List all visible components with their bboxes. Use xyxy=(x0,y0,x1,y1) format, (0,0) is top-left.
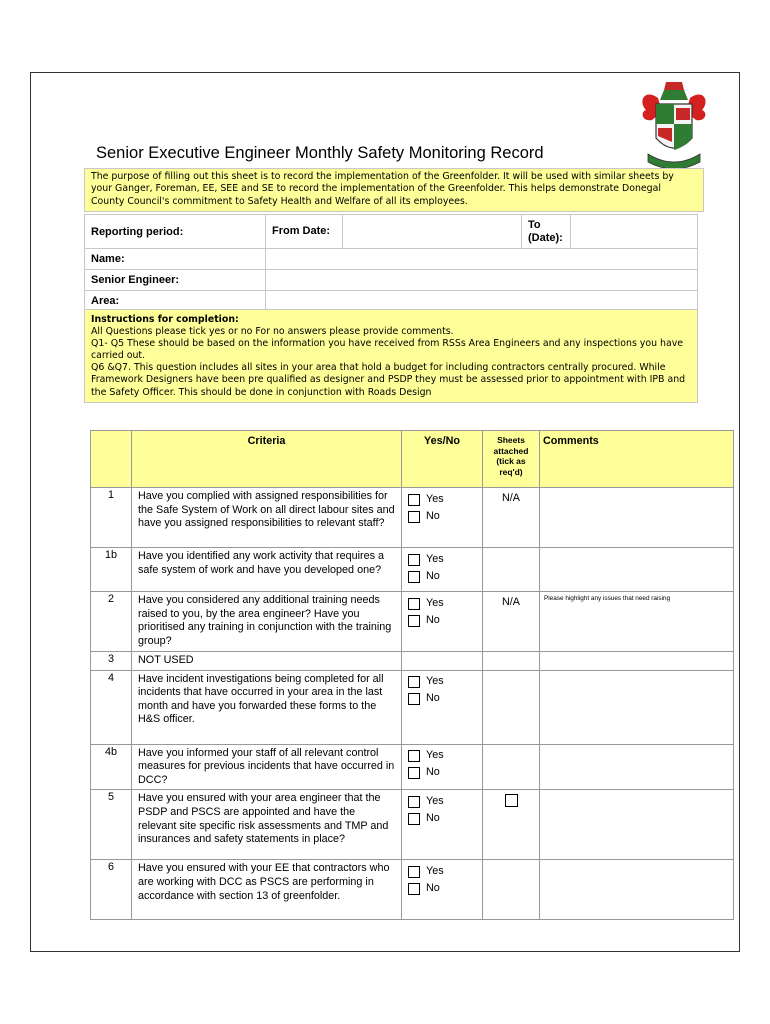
senior-engineer-field[interactable] xyxy=(266,270,698,291)
no-option[interactable] xyxy=(408,612,476,629)
criteria-text: Have you ensured with your area engineer that the PSDP and PSCS are appointed and have the relevant site specific risk assessments and TMP and insurances and safety statements in place? xyxy=(132,790,402,860)
yes-checkbox[interactable] xyxy=(408,866,420,878)
name-field[interactable] xyxy=(266,249,698,270)
comment-text: Please highlight any issues that need raising xyxy=(544,595,671,602)
yes-no-cell xyxy=(402,488,483,548)
table-row xyxy=(91,488,734,548)
no-option[interactable] xyxy=(408,765,476,782)
name-label: Name: xyxy=(85,249,266,270)
no-checkbox[interactable] xyxy=(408,767,420,779)
instruction-line: All Questions please tick yes or no For no answers please provide comments. xyxy=(91,326,454,338)
table-row xyxy=(91,652,734,671)
yes-option[interactable] xyxy=(408,491,476,508)
sheets-attached-cell xyxy=(483,488,540,548)
table-row xyxy=(91,548,734,592)
row-number: 4 xyxy=(91,670,132,744)
sheets-attached-cell xyxy=(483,548,540,592)
comments-cell[interactable] xyxy=(540,652,734,671)
yes-label: Yes xyxy=(426,795,444,808)
row-number: 1 xyxy=(91,488,132,548)
yes-option[interactable] xyxy=(408,863,476,880)
sheets-attached-value: N/A xyxy=(502,492,520,504)
yes-label: Yes xyxy=(426,596,444,609)
row-number: 3 xyxy=(91,652,132,671)
yes-option[interactable] xyxy=(408,551,476,568)
from-date-field[interactable] xyxy=(343,215,522,249)
reporting-period-label: Reporting period: xyxy=(85,215,266,249)
purpose-text: The purpose of filling out this sheet is to record the implementation of the Greenfolder. It will be used with similar sheets by your Ganger, Foreman, EE, SEE and SE to record the implementation of the Greenfolder. This helps demonstrate Donegal County Council's commitment to Safety Health and Welfare of all its employees. xyxy=(84,168,704,212)
criteria-text: Have incident investigations being completed for all incidents that have occurred in your area in the last month and have you forwarded these forms to the H&S officer. xyxy=(132,670,402,744)
yes-no-cell xyxy=(402,592,483,652)
row-number: 4b xyxy=(91,744,132,790)
no-label: No xyxy=(426,613,440,626)
no-option[interactable] xyxy=(408,880,476,897)
instruction-line: Q1- Q5 These should be based on the information you have received from RSSs Area Engineers and any inspections you have carried out. xyxy=(91,338,684,362)
sheets-attached-cell[interactable] xyxy=(483,790,540,860)
info-table xyxy=(84,214,698,312)
criteria-text: Have you informed your staff of all relevant control measures for previous incidents that have occurred in DCC? xyxy=(132,744,402,790)
comments-cell[interactable] xyxy=(540,488,734,548)
sheets-attached-checkbox[interactable] xyxy=(505,794,518,807)
table-row xyxy=(91,670,734,744)
yes-no-cell xyxy=(402,744,483,790)
sheets-attached-cell xyxy=(483,670,540,744)
comments-cell[interactable] xyxy=(540,592,734,652)
yes-label: Yes xyxy=(426,865,444,878)
sheets-attached-cell xyxy=(483,744,540,790)
yes-label: Yes xyxy=(426,675,444,688)
comments-cell[interactable] xyxy=(540,744,734,790)
yes-checkbox[interactable] xyxy=(408,676,420,688)
yes-no-cell xyxy=(402,652,483,671)
yes-option[interactable] xyxy=(408,674,476,691)
yes-checkbox[interactable] xyxy=(408,554,420,566)
area-label: Area: xyxy=(85,291,266,312)
sheets-attached-header: Sheets attached (tick as req'd) xyxy=(483,431,540,488)
criteria-text: Have you considered any additional training needs raised to you, by the area engineer? Have you prioritised any training in conjunction with the training group? xyxy=(132,592,402,652)
no-label: No xyxy=(426,882,440,895)
yes-label: Yes xyxy=(426,749,444,762)
row-number: 6 xyxy=(91,860,132,920)
yes-checkbox[interactable] xyxy=(408,598,420,610)
county-crest-logo xyxy=(636,80,712,176)
no-checkbox[interactable] xyxy=(408,615,420,627)
sheets-attached-value: N/A xyxy=(502,596,520,608)
criteria-table xyxy=(90,430,734,920)
number-header xyxy=(91,431,132,488)
yes-option[interactable] xyxy=(408,595,476,612)
yes-no-cell xyxy=(402,670,483,744)
no-label: No xyxy=(426,692,440,705)
from-date-label: From Date: xyxy=(266,215,343,249)
yes-label: Yes xyxy=(426,552,444,565)
comments-cell[interactable] xyxy=(540,548,734,592)
criteria-text: Have you ensured with your EE that contractors who are working with DCC as PSCS are performing in accordance with section 13 of greenfolder. xyxy=(132,860,402,920)
table-row xyxy=(91,860,734,920)
row-number: 2 xyxy=(91,592,132,652)
yes-option[interactable] xyxy=(408,748,476,765)
comments-cell[interactable] xyxy=(540,860,734,920)
no-checkbox[interactable] xyxy=(408,693,420,705)
criteria-header: Criteria xyxy=(132,431,402,488)
yes-label: Yes xyxy=(426,492,444,505)
criteria-text: Have you identified any work activity that requires a safe system of work and have you developed one? xyxy=(132,548,402,592)
to-date-field[interactable] xyxy=(571,215,698,249)
sheets-attached-cell xyxy=(483,652,540,671)
sheets-attached-cell xyxy=(483,860,540,920)
row-number: 5 xyxy=(91,790,132,860)
no-option[interactable] xyxy=(408,810,476,827)
yes-checkbox[interactable] xyxy=(408,796,420,808)
no-checkbox[interactable] xyxy=(408,571,420,583)
comments-cell[interactable] xyxy=(540,670,734,744)
sheets-attached-cell xyxy=(483,592,540,652)
instructions-box xyxy=(84,309,698,403)
criteria-text: Have you complied with assigned responsibilities for the Safe System of Work on all direct labour sites and have you assigned responsibilities to relevant staff? xyxy=(132,488,402,548)
table-row xyxy=(91,790,734,860)
comments-cell[interactable] xyxy=(540,790,734,860)
comments-header: Comments xyxy=(540,431,734,488)
to-date-label: To (Date): xyxy=(522,215,571,249)
row-number: 1b xyxy=(91,548,132,592)
criteria-text: NOT USED xyxy=(132,652,402,671)
yes-no-cell xyxy=(402,548,483,592)
no-label: No xyxy=(426,509,440,522)
yes-option[interactable] xyxy=(408,793,476,810)
yes-checkbox[interactable] xyxy=(408,750,420,762)
yes-no-cell xyxy=(402,790,483,860)
senior-engineer-label: Senior Engineer: xyxy=(85,270,266,291)
page-title: Senior Executive Engineer Monthly Safety Monitoring Record xyxy=(96,144,544,162)
no-option[interactable] xyxy=(408,508,476,525)
no-checkbox[interactable] xyxy=(408,883,420,895)
no-label: No xyxy=(426,569,440,582)
no-label: No xyxy=(426,812,440,825)
no-checkbox[interactable] xyxy=(408,511,420,523)
table-row xyxy=(91,592,734,652)
yes-no-header: Yes/No xyxy=(402,431,483,488)
no-checkbox[interactable] xyxy=(408,813,420,825)
yes-checkbox[interactable] xyxy=(408,494,420,506)
yes-no-cell xyxy=(402,860,483,920)
no-label: No xyxy=(426,766,440,779)
no-option[interactable] xyxy=(408,691,476,708)
instructions-heading: Instructions for completion: xyxy=(91,314,239,325)
no-option[interactable] xyxy=(408,568,476,585)
table-row xyxy=(91,744,734,790)
instruction-line: Q6 &Q7. This question includes all sites in your area that hold a budget for including contractors centrally procured. While Framework Designers have been pre qualified as designer and PSDP they must be assessed prior to appointment with IPB and the Safety Officer. This should be done in conjunction with Roads Design xyxy=(91,362,686,398)
